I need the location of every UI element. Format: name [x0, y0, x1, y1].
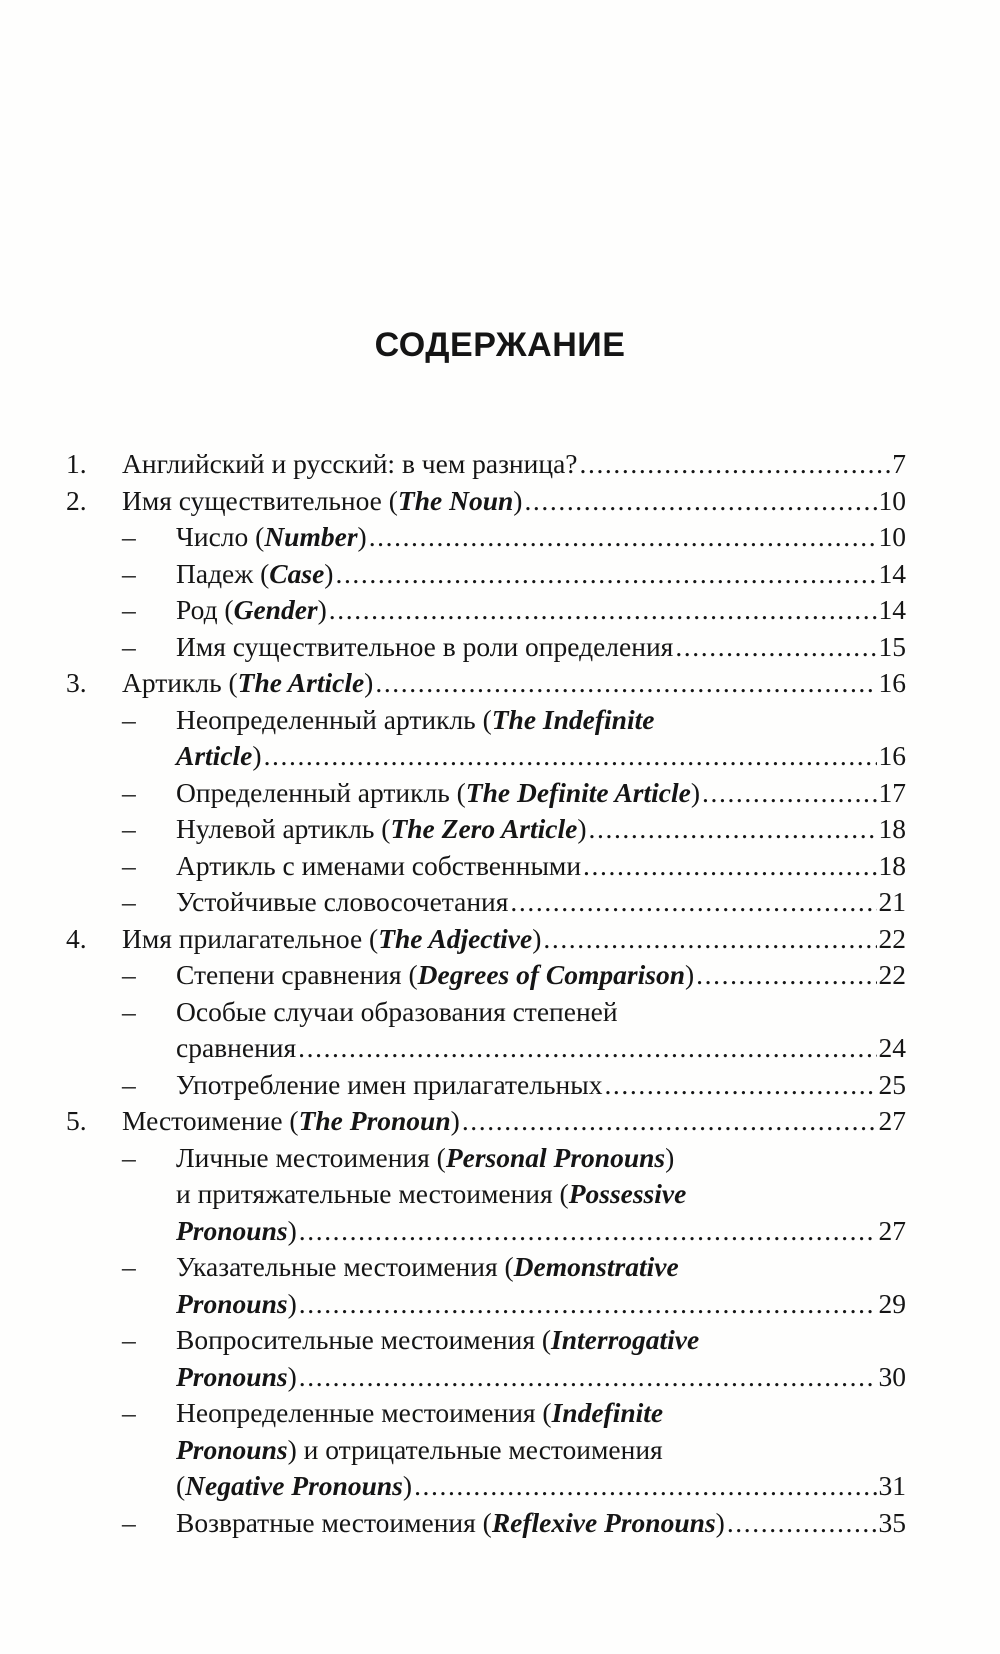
- toc-row: [66, 1067, 906, 1104]
- toc-page-number: 16: [878, 740, 906, 771]
- toc-page-number: 21: [878, 886, 906, 917]
- toc-entry-text: [122, 921, 906, 958]
- dot-leader: [589, 811, 877, 848]
- toc-entry-text-part: Указательные местоимения (: [176, 1251, 514, 1282]
- toc-row: [66, 994, 906, 1031]
- toc-page-number: 27: [878, 1105, 906, 1136]
- toc-entry-text-part: Употребление имен прилагательных: [176, 1068, 603, 1100]
- toc-page-number: 27: [878, 1214, 906, 1246]
- toc-entry-text-part: Местоимение (: [122, 1105, 299, 1136]
- toc-entry-label: [122, 665, 373, 702]
- toc-entry-text: [122, 665, 906, 702]
- toc-row: [66, 1140, 906, 1177]
- toc-row: [66, 1395, 906, 1432]
- toc-page-number: 31: [878, 1470, 906, 1501]
- toc-entry-text: [176, 1213, 906, 1250]
- toc-row: [66, 884, 906, 921]
- toc-entry-text-part: Особые случаи образования степеней: [176, 995, 618, 1027]
- toc-entry-english-term: Number: [264, 521, 358, 552]
- dot-leader: [604, 1067, 876, 1104]
- dot-leader: [696, 957, 876, 994]
- toc-entry-english-term: Interrogative: [551, 1324, 700, 1355]
- dot-leader: [702, 775, 876, 812]
- toc-row: [66, 957, 906, 994]
- toc-row: [66, 1176, 906, 1213]
- toc-entry-text: [176, 1395, 906, 1432]
- toc-entry-text-part: Артикль с именами собственными: [176, 849, 582, 881]
- toc-page-number: 35: [878, 1506, 906, 1538]
- toc-entry-text-part: ): [577, 813, 587, 844]
- toc-page-number: 30: [878, 1360, 906, 1392]
- toc-entry-label: [176, 1176, 686, 1213]
- toc-row: [66, 1213, 906, 1250]
- toc-entry-text: [176, 775, 906, 812]
- toc-entry-number: 5.: [66, 1105, 87, 1136]
- toc-entry-text: [176, 994, 906, 1031]
- toc-entry-label: [176, 702, 654, 739]
- toc-row: [66, 738, 906, 775]
- toc-entry-english-term: Personal Pronouns: [445, 1141, 666, 1173]
- dot-leader: [299, 1359, 877, 1396]
- toc-entry-english-term: The Article: [237, 667, 365, 698]
- toc-page-number: 15: [878, 630, 906, 662]
- toc-subentry-dash: –: [122, 594, 136, 625]
- dot-leader: [543, 921, 876, 958]
- toc-page-number: 14: [878, 557, 906, 589]
- toc-entry-english-term: The Noun: [397, 484, 514, 516]
- toc-entry-text-part: ): [450, 1105, 460, 1136]
- toc-page-number: 10: [878, 521, 906, 552]
- toc-entry-english-term: Pronouns: [176, 1287, 288, 1319]
- toc-entry-number: 2.: [66, 484, 87, 516]
- toc-row: [66, 811, 906, 848]
- toc-entry-text-part: Устойчивые словосочетания: [176, 886, 509, 917]
- table-of-contents: [66, 446, 906, 1541]
- toc-entry-number: 1.: [66, 448, 87, 479]
- toc-row: [66, 629, 906, 666]
- toc-entry-label: [176, 884, 508, 921]
- toc-entry-text: [176, 1432, 906, 1469]
- toc-entry-text-part: Имя существительное в роли определения: [176, 630, 674, 662]
- toc-entry-label: [176, 957, 694, 994]
- toc-entry-text-part: ): [287, 1360, 297, 1392]
- toc-entry-label: [176, 1067, 602, 1104]
- toc-entry-label: [176, 848, 581, 885]
- toc-entry-label: [122, 446, 578, 483]
- toc-entry-number: 3.: [66, 667, 87, 698]
- toc-entry-text-part: Определенный артикль (: [176, 776, 466, 808]
- toc-subentry-dash: –: [122, 557, 136, 589]
- toc-entry-text: [176, 629, 906, 666]
- toc-entry-english-term: Case: [269, 557, 325, 589]
- toc-entry-text-part: Артикль (: [122, 667, 238, 698]
- toc-entry-english-term: Negative Pronouns: [185, 1470, 403, 1501]
- toc-page-number: 25: [878, 1068, 906, 1100]
- toc-subentry-dash: –: [122, 1251, 136, 1282]
- toc-row: [66, 1103, 906, 1140]
- toc-entry-text: [176, 556, 906, 593]
- toc-subentry-dash: –: [122, 995, 136, 1027]
- toc-entry-english-term: Demonstrative: [513, 1251, 679, 1282]
- toc-entry-text-part: Личные местоимения (: [176, 1141, 446, 1173]
- toc-entry-label: [176, 994, 618, 1031]
- toc-row: [66, 702, 906, 739]
- toc-row: [66, 775, 906, 812]
- toc-entry-label: [176, 1468, 412, 1505]
- dot-leader: [329, 592, 877, 629]
- toc-row: [66, 665, 906, 702]
- toc-entry-text-part: ): [513, 484, 523, 516]
- toc-subentry-dash: –: [122, 630, 136, 662]
- dot-leader: [583, 848, 876, 885]
- toc-page-number: 29: [878, 1287, 906, 1319]
- toc-entry-text: [176, 1176, 906, 1213]
- toc-entry-text-part: (: [176, 1470, 186, 1501]
- toc-subentry-dash: –: [122, 1397, 136, 1428]
- toc-entry-text-part: Число (: [176, 521, 265, 552]
- toc-entry-text-part: Нулевой артикль (: [176, 813, 391, 844]
- dot-leader: [299, 1213, 877, 1250]
- toc-page-number: 16: [878, 667, 906, 698]
- toc-row: [66, 1030, 906, 1067]
- toc-entry-text-part: ): [364, 667, 374, 698]
- toc-entry-text: [176, 1286, 906, 1323]
- toc-entry-text-part: Неопределенный артикль (: [176, 703, 492, 735]
- toc-subentry-dash: –: [122, 521, 136, 552]
- toc-entry-english-term: Pronouns: [176, 1360, 288, 1392]
- toc-entry-text: [122, 446, 906, 483]
- toc-entry-text-part: Английский и русский: в чем разница?: [122, 448, 578, 479]
- toc-subentry-dash: –: [122, 1324, 136, 1355]
- toc-row: [66, 1505, 906, 1542]
- toc-row: [66, 1286, 906, 1323]
- toc-entry-text: [122, 483, 906, 520]
- toc-entry-text: [176, 1505, 906, 1542]
- toc-entry-text-part: сравнения: [176, 1032, 297, 1063]
- dot-leader: [335, 556, 876, 593]
- dot-leader: [264, 738, 877, 775]
- toc-page-number: 24: [878, 1032, 906, 1063]
- toc-entry-english-term: Pronouns: [176, 1433, 288, 1465]
- toc-entry-text-part: и притяжательные местоимения (: [176, 1178, 569, 1209]
- toc-entry-text-part: ): [287, 1287, 297, 1319]
- toc-page-number: 22: [878, 922, 906, 954]
- toc-entry-label: [176, 811, 587, 848]
- toc-entry-label: [176, 1505, 725, 1542]
- toc-entry-text: [176, 702, 906, 739]
- toc-entry-text: [176, 592, 906, 629]
- toc-entry-label: [176, 1286, 297, 1323]
- toc-row: [66, 556, 906, 593]
- toc-entry-text-part: ): [665, 1141, 675, 1173]
- toc-entry-label: [122, 483, 522, 520]
- toc-entry-label: [176, 519, 367, 556]
- toc-entry-text-part: Имя прилагательное (: [122, 922, 379, 954]
- toc-entry-english-term: The Zero Article: [390, 813, 578, 844]
- toc-page-number: 18: [878, 849, 906, 881]
- dot-leader: [675, 629, 876, 666]
- toc-row: [66, 446, 906, 483]
- toc-entry-text-part: Имя существительное (: [122, 484, 398, 516]
- toc-entry-text: [176, 884, 906, 921]
- toc-entry-text-part: ): [324, 557, 334, 589]
- toc-entry-label: [122, 1103, 460, 1140]
- toc-entry-text-part: ): [690, 776, 701, 808]
- toc-entry-english-term: Degrees of Comparison: [417, 959, 685, 990]
- toc-subentry-dash: –: [122, 849, 136, 881]
- dot-leader: [462, 1103, 877, 1140]
- dot-leader: [299, 1286, 877, 1323]
- toc-page-number: 14: [878, 594, 906, 625]
- toc-entry-english-term: Possessive: [568, 1178, 687, 1209]
- toc-entry-text: [176, 1322, 906, 1359]
- toc-entry-text: [176, 1468, 906, 1505]
- toc-entry-text: [176, 1030, 906, 1067]
- toc-entry-text: [176, 519, 906, 556]
- toc-entry-label: [176, 738, 262, 775]
- toc-entry-text-part: ): [317, 594, 327, 625]
- toc-entry-text-part: ): [402, 1470, 413, 1501]
- toc-row: [66, 1432, 906, 1469]
- toc-subentry-dash: –: [122, 1141, 136, 1173]
- toc-entry-text-part: ): [252, 740, 262, 771]
- toc-row: [66, 848, 906, 885]
- toc-entry-text-part: ): [715, 1506, 725, 1538]
- toc-row: [66, 1359, 906, 1396]
- toc-subentry-dash: –: [122, 776, 136, 808]
- toc-entry-text-part: Вопросительные местоимения (: [176, 1324, 552, 1355]
- toc-entry-text-part: ): [357, 521, 367, 552]
- toc-entry-text-part: Степени сравнения (: [176, 959, 418, 990]
- toc-subentry-dash: –: [122, 703, 136, 735]
- page-title: СОДЕРЖАНИЕ: [374, 326, 626, 364]
- toc-entry-english-term: Pronouns: [176, 1214, 288, 1246]
- toc-row: [66, 1468, 906, 1505]
- toc-entry-text-part: ): [287, 1214, 297, 1246]
- toc-entry-english-term: The Indefinite: [491, 703, 655, 735]
- toc-entry-text-part: Неопределенные местоимения (: [176, 1397, 552, 1428]
- toc-subentry-dash: –: [122, 813, 136, 844]
- toc-entry-text-part: ): [532, 922, 542, 954]
- dot-leader: [727, 1505, 877, 1542]
- toc-entry-english-term: Gender: [233, 594, 318, 625]
- toc-entry-text: [176, 811, 906, 848]
- toc-entry-label: [176, 1432, 663, 1469]
- toc-row: [66, 1249, 906, 1286]
- toc-entry-text: [176, 1249, 906, 1286]
- toc-entry-text: [176, 1359, 906, 1396]
- toc-entry-text-part: Падеж (: [176, 557, 270, 589]
- dot-leader: [298, 1030, 876, 1067]
- dot-leader: [375, 665, 876, 702]
- toc-page-number: 22: [878, 959, 906, 990]
- toc-entry-english-term: Article: [176, 740, 253, 771]
- dot-leader: [524, 483, 876, 520]
- toc-entry-english-term: The Pronoun: [298, 1105, 451, 1136]
- toc-entry-text-part: Возвратные местоимения (: [176, 1506, 492, 1538]
- dot-leader: [580, 446, 891, 483]
- toc-entry-label: [176, 1395, 663, 1432]
- toc-entry-english-term: Reflexive Pronouns: [491, 1506, 716, 1538]
- toc-page-number: 17: [878, 776, 906, 808]
- toc-subentry-dash: –: [122, 959, 136, 990]
- toc-entry-label: [176, 1322, 699, 1359]
- toc-entry-english-term: The Adjective: [378, 922, 533, 954]
- toc-subentry-dash: –: [122, 886, 136, 917]
- toc-entry-english-term: The Definite Article: [465, 776, 691, 808]
- toc-page-number: 18: [878, 813, 906, 844]
- toc-entry-text-part: Род (: [176, 594, 234, 625]
- toc-row: [66, 483, 906, 520]
- dot-leader: [510, 884, 876, 921]
- toc-entry-text: [176, 738, 906, 775]
- toc-entry-text: [176, 848, 906, 885]
- toc-entry-label: [176, 1140, 674, 1177]
- toc-entry-text: [176, 957, 906, 994]
- toc-subentry-dash: –: [122, 1506, 136, 1538]
- toc-row: [66, 519, 906, 556]
- toc-page-number: 10: [878, 484, 906, 516]
- toc-page-number: 7: [892, 448, 906, 479]
- toc-entry-label: [176, 629, 673, 666]
- toc-entry-english-term: Indefinite: [551, 1397, 664, 1428]
- toc-entry-label: [176, 1359, 297, 1396]
- toc-subentry-dash: –: [122, 1068, 136, 1100]
- toc-entry-label: [176, 556, 333, 593]
- toc-entry-text: [176, 1067, 906, 1104]
- toc-row: [66, 921, 906, 958]
- toc-entry-label: [176, 592, 327, 629]
- toc-entry-label: [122, 921, 541, 958]
- toc-entry-text-part: ) и отрицательные местоимения: [287, 1433, 663, 1465]
- toc-row: [66, 1322, 906, 1359]
- toc-entry-label: [176, 1213, 297, 1250]
- toc-entry-text: [122, 1103, 906, 1140]
- dot-leader: [369, 519, 877, 556]
- toc-entry-text-part: ): [685, 959, 695, 990]
- toc-entry-number: 4.: [66, 922, 87, 954]
- toc-row: [66, 592, 906, 629]
- toc-entry-label: [176, 775, 700, 812]
- toc-entry-label: [176, 1030, 296, 1067]
- toc-entry-text: [176, 1140, 906, 1177]
- dot-leader: [414, 1468, 876, 1505]
- toc-entry-label: [176, 1249, 679, 1286]
